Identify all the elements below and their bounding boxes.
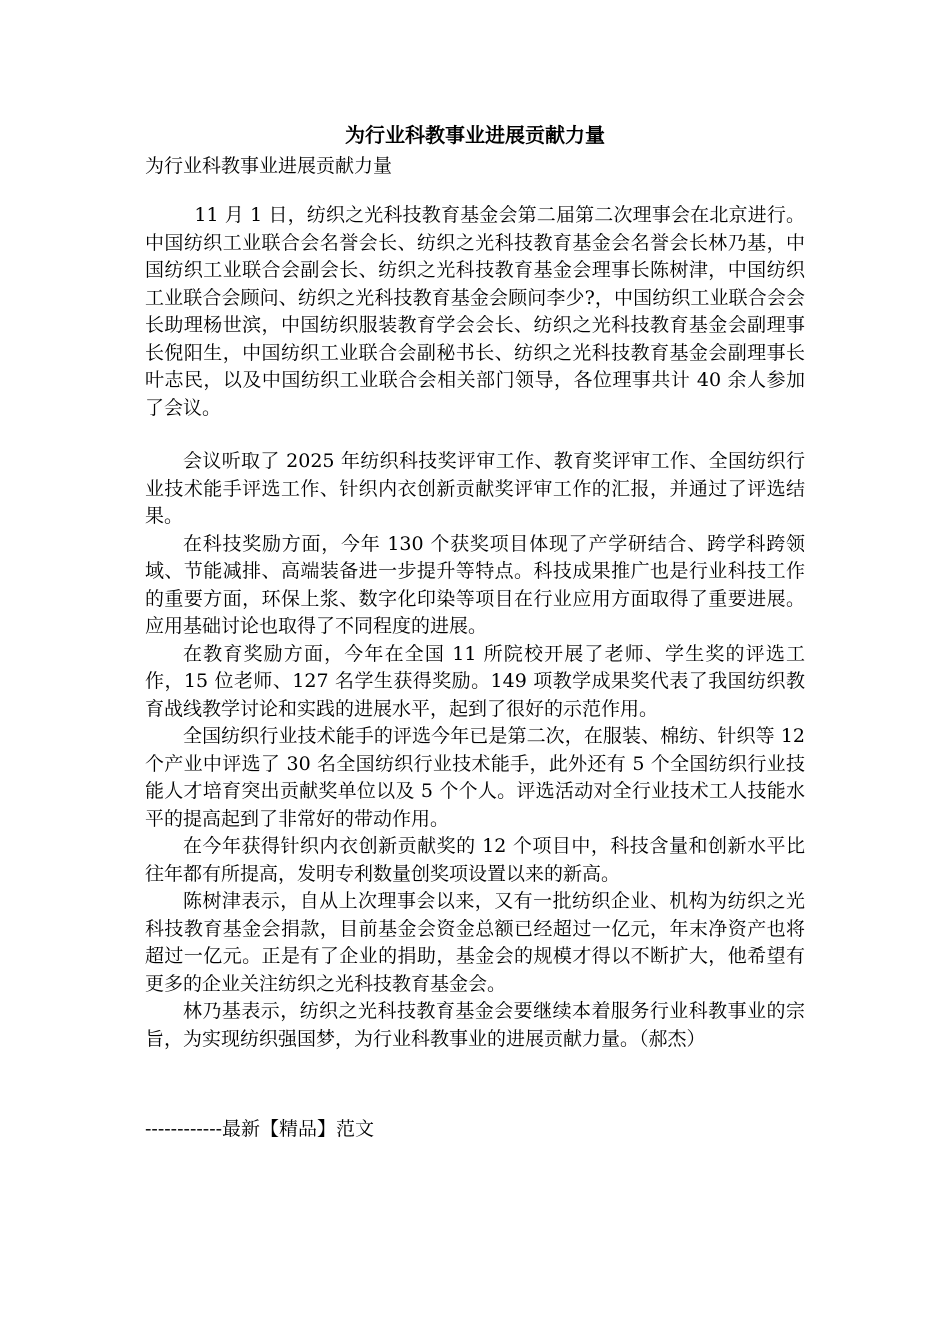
document-body: [145, 118, 805, 1143]
paragraph-education-awards: 在教育奖励方面，今年在全国 11 所院校开展了老师、学生奖的评选工作，15 位老师、127 名学生获得奖励。149 项教学成果奖代表了我国纺织教育战线教学讨论和实践的进展水平，起到了很好的示范作用。: [145, 642, 805, 720]
paragraph-closing-remarks: 林乃基表示，纺织之光科技教育基金会要继续本着服务行业科教事业的宗旨，为实现纺织强国梦，为行业科教事业的进展贡献力量。（郝杰）: [145, 1000, 805, 1050]
document-footer: ------------最新【精品】范文: [145, 1118, 375, 1140]
paragraph-meeting-agenda: 会议听取了 2025 年纺织科技奖评审工作、教育奖评审工作、全国纺织行业技术能手评选工作、针织内衣创新贡献奖评审工作的汇报，并通过了评选结果。: [145, 450, 805, 527]
document-title: 为行业科教事业进展贡献力量: [345, 123, 605, 147]
paragraph-knitwear-awards: 在今年获得针织内衣创新贡献奖的 12 个项目中，科技含量和创新水平比往年都有所提高，发明专利数量创奖项设置以来的新高。: [145, 835, 805, 885]
paragraph-fund-donations: 陈树津表示，自从上次理事会以来，又有一批纺织企业、机构为纺织之光科技教育基金会捐款，目前基金会资金总额已经超过一亿元，年末净资产也将超过一亿元。正是有了企业的捐助，基金会的规模才得以不断扩大，他希望有更多的企业关注纺织之光科技教育基金会。: [145, 890, 805, 995]
paragraph-meeting-intro: 11 月 1 日，纺织之光科技教育基金会第二届第二次理事会在北京进行。中国纺织工业联合会名誉会长、纺织之光科技教育基金会名誉会长林乃基，中国纺织工业联合会副会长、纺织之光科技教育基金会理事长陈树津，中国纺织工业联合会顾问、纺织之光科技教育基金会顾问李少?，中国纺织工业联合会会长助理杨世滨，中国纺织服装教育学会会长、纺织之光科技教育基金会副理事长倪阳生，中国纺织工业联合会副秘书长、纺织之光科技教育基金会副理事长叶志民，以及中国纺织工业联合会相关部门领导，各位理事共计 40 余人参加了会议。: [145, 204, 805, 419]
paragraph-science-awards: 在科技奖励方面，今年 130 个获奖项目体现了产学研结合、跨学科跨领域、节能减排、高端装备进一步提升等特点。科技成果推广也是行业科技工作的重要方面，环保上浆、数字化印染等项目在行业应用方面取得了重要进展。应用基础讨论也取得了不同程度的进展。: [145, 532, 805, 637]
document-subtitle: 为行业科教事业进展贡献力量: [145, 155, 393, 177]
paragraph-skill-experts: 全国纺织行业技术能手的评选今年已是第二次，在服装、棉纺、针织等 12 个产业中评选了 30 名全国纺织行业技术能手，此外还有 5 个全国纺织行业技能人才培育突出贡献奖单位以及 5 个个人。评选活动对全行业技术工人技能水平的提高起到了非常好的带动作用。: [145, 725, 805, 830]
